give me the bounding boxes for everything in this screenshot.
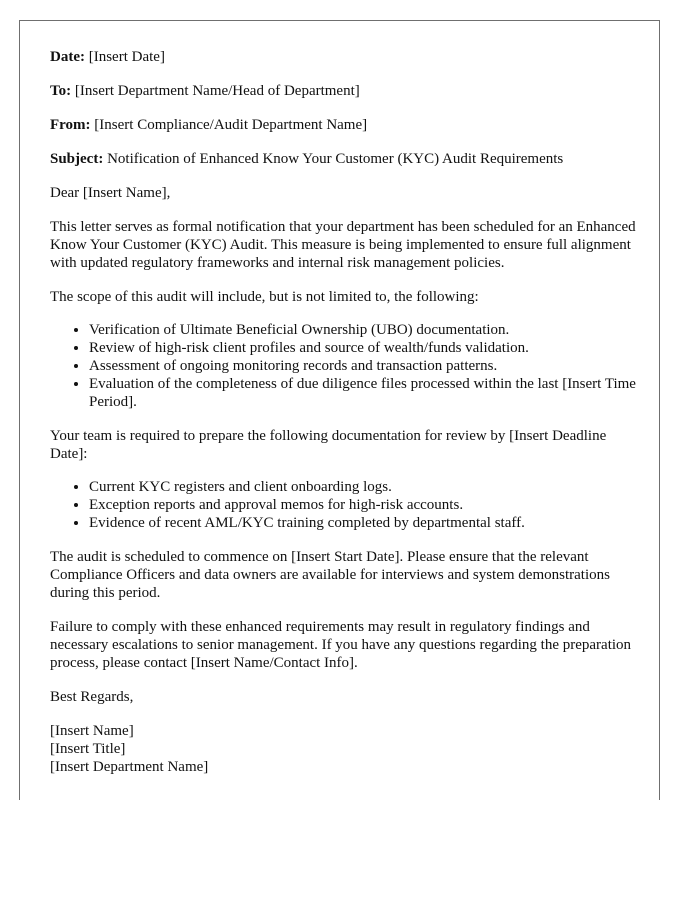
signature-department: [Insert Department Name] xyxy=(50,759,209,775)
letter-page xyxy=(19,20,660,800)
to-value: [Insert Department Name/Head of Department] xyxy=(74,83,360,99)
scope-list-item: • Assessment of ongoing monitoring records and transaction patterns. xyxy=(89,357,636,375)
from-value: [Insert Compliance/Audit Department Name] xyxy=(94,117,368,133)
date-label: Date: xyxy=(50,49,85,65)
documentation-list-item: • Current KYC registers and client onboarding logs. xyxy=(89,478,636,496)
documentation-list xyxy=(50,478,636,532)
scope-list-item: • Evaluation of the completeness of due diligence files processed within the last [Insert Time Period]. xyxy=(89,375,636,411)
documentation-list-item: • Evidence of recent AML/KYC training completed by departmental staff. xyxy=(89,514,636,532)
scope-intro: The scope of this audit will include, but is not limited to, the following: xyxy=(50,289,479,305)
from-line xyxy=(50,116,636,134)
compliance-paragraph: Failure to comply with these enhanced requirements may result in regulatory findings and necessary escalations to senior management. If you have any questions regarding the preparation process, please contact [Insert Name/Contact Info]. xyxy=(50,619,632,671)
scope-list-item: • Review of high-risk client profiles and source of wealth/funds validation. xyxy=(89,339,636,357)
signature-block xyxy=(50,722,636,776)
to-line xyxy=(50,82,636,100)
subject-value: Notification of Enhanced Know Your Customer (KYC) Audit Requirements xyxy=(107,151,564,167)
documentation-intro: Your team is required to prepare the following documentation for review by [Insert Deadline Date]: xyxy=(50,428,607,462)
letter-content xyxy=(50,48,636,792)
notification-paragraph: This letter serves as formal notification that your department has been scheduled for an Enhanced Know Your Customer (KYC) Audit. This measure is being implemented to ensure full alignment with updated regulatory frameworks and internal risk management policies. xyxy=(50,219,636,271)
schedule-paragraph: The audit is scheduled to commence on [Insert Start Date]. Please ensure that the relevant Compliance Officers and data owners are available for interviews and system demonstrations during this period. xyxy=(50,549,610,601)
closing: Best Regards, xyxy=(50,689,134,705)
subject-label: Subject: xyxy=(50,151,104,167)
to-label: To: xyxy=(50,83,72,99)
documentation-list-item: • Exception reports and approval memos for high-risk accounts. xyxy=(89,496,636,514)
date-value: [Insert Date] xyxy=(88,49,165,65)
scope-list-item: • Verification of Ultimate Beneficial Ownership (UBO) documentation. xyxy=(89,321,636,339)
signature-title: [Insert Title] xyxy=(50,741,126,757)
scope-list xyxy=(50,321,636,411)
subject-line xyxy=(50,150,636,168)
salutation: Dear [Insert Name], xyxy=(50,185,171,201)
signature-name: [Insert Name] xyxy=(50,723,134,739)
date-line xyxy=(50,48,636,66)
from-label: From: xyxy=(50,117,91,133)
